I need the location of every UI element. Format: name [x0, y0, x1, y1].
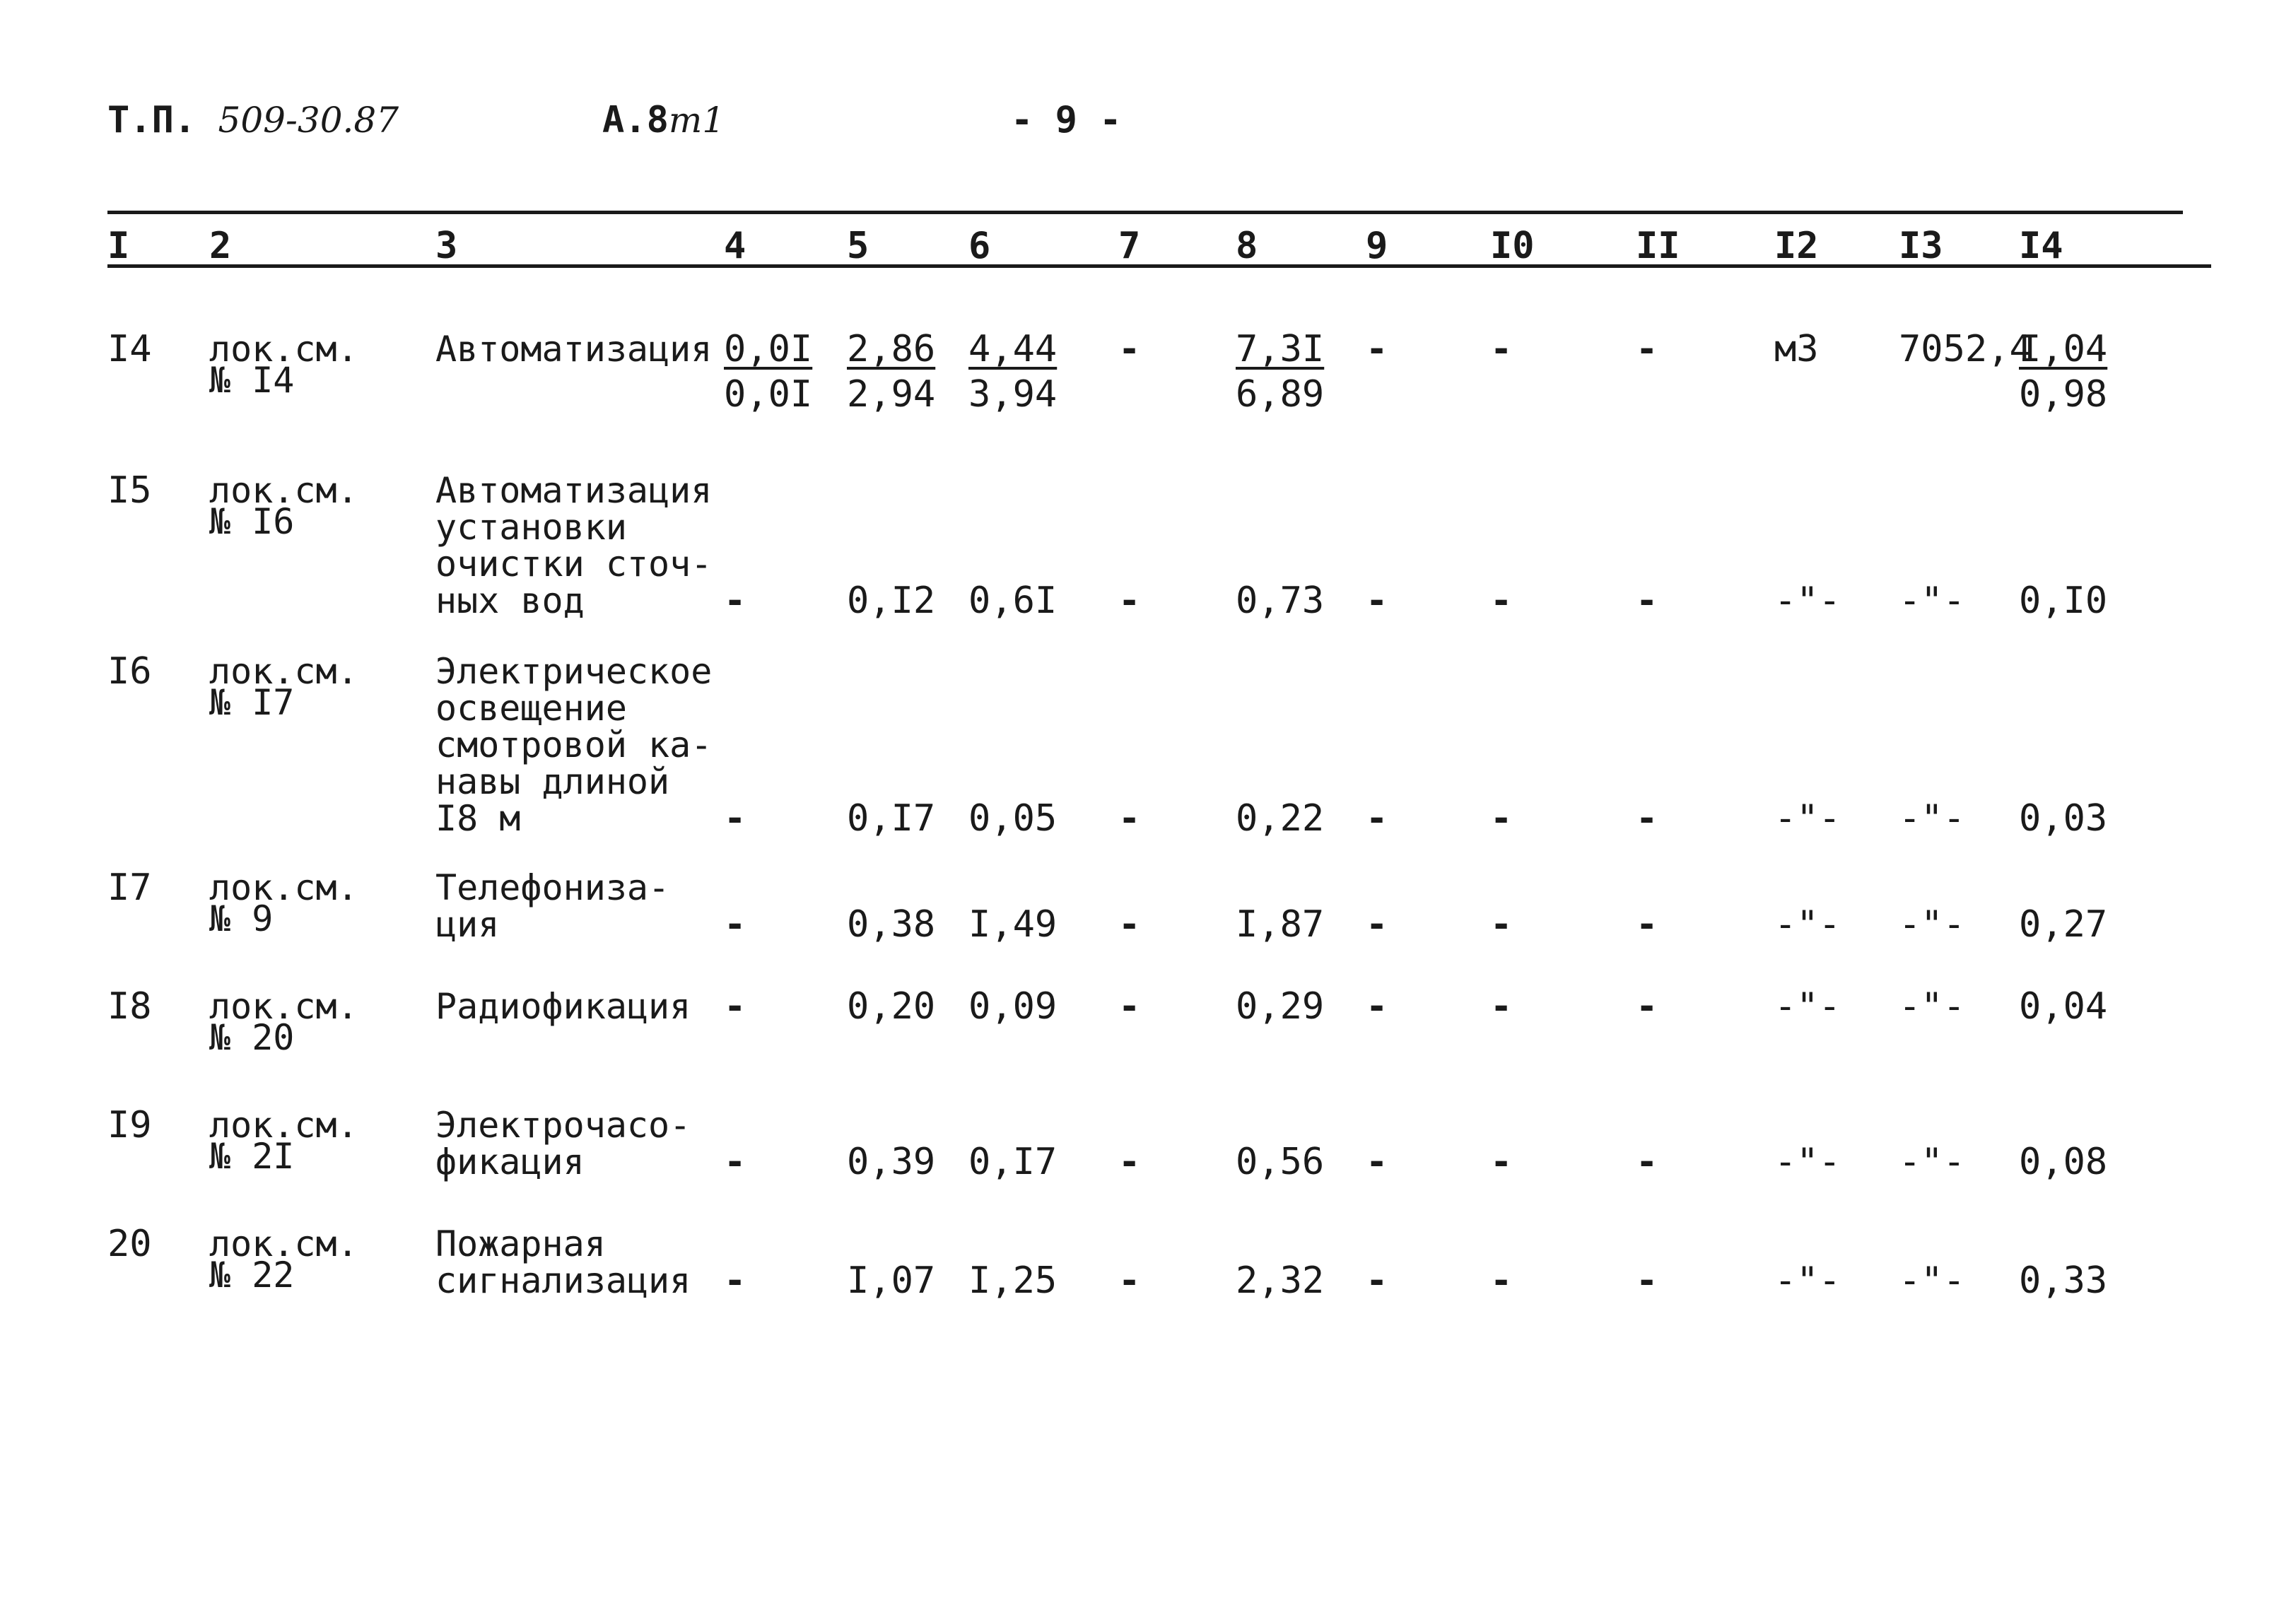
value-c13: -"-: [1899, 903, 1965, 946]
work-name: Электрическое: [435, 651, 713, 692]
value-c6-numerator: 4,44: [968, 328, 1058, 370]
row-number: I6: [107, 650, 152, 693]
value-c11: -: [1636, 797, 1658, 840]
estimate-ref: № I6: [209, 501, 295, 542]
value-c9: -: [1366, 1260, 1388, 1302]
column-header-7: 7: [1118, 225, 1141, 267]
value-c4: -: [724, 797, 746, 840]
row-number: I5: [107, 469, 152, 512]
value-c13: -"-: [1899, 1141, 1965, 1183]
value-c12: м3: [1774, 328, 1819, 370]
value-c6: 0,I7: [968, 1141, 1058, 1183]
value-c13: -"-: [1899, 985, 1965, 1028]
estimate-ref: лок.см.: [209, 1105, 358, 1146]
value-c8: 0,22: [1236, 797, 1325, 840]
estimate-ref: лок.см.: [209, 470, 358, 511]
value-c11: -: [1636, 1141, 1658, 1183]
column-header-4: 4: [724, 225, 746, 267]
table-header-rule: [107, 264, 2211, 268]
value-c8-numerator: 7,3I: [1236, 328, 1325, 370]
value-c6: I,25: [968, 1260, 1058, 1302]
value-c14-numerator: I,04: [2019, 328, 2108, 370]
album-code: [602, 99, 725, 141]
column-header-13: I3: [1899, 225, 1943, 267]
work-name: очистки сточ-: [435, 544, 713, 585]
table-top-rule: [107, 211, 2183, 214]
value-c12: -"-: [1774, 985, 1841, 1028]
work-name: Радиофикация: [435, 986, 691, 1027]
value-c12: -"-: [1774, 1260, 1841, 1302]
value-c12: -"-: [1774, 580, 1841, 622]
value-c10: -: [1490, 1260, 1513, 1302]
column-header-10: I0: [1490, 225, 1535, 267]
value-c12: -"-: [1774, 797, 1841, 840]
value-c7: -: [1118, 1260, 1141, 1302]
value-c4: -: [724, 580, 746, 622]
work-name: I8 м: [435, 798, 521, 839]
value-c8: 0,56: [1236, 1141, 1325, 1183]
value-c6-denominator: 3,94: [968, 373, 1058, 416]
work-name: освещение: [435, 688, 627, 729]
work-name: ных вод: [435, 580, 585, 621]
album-label: А.8: [602, 99, 669, 141]
value-c9: -: [1366, 985, 1388, 1028]
estimate-ref: № 9: [209, 898, 274, 939]
work-name: Автоматизация: [435, 470, 713, 511]
value-c9: -: [1366, 1141, 1388, 1183]
column-header-2: 2: [209, 225, 232, 267]
column-header-14: I4: [2019, 225, 2063, 267]
value-c6: 0,6I: [968, 580, 1058, 622]
value-c6: 0,09: [968, 985, 1058, 1028]
estimate-ref: лок.см.: [209, 986, 358, 1027]
value-c9: -: [1366, 580, 1388, 622]
work-name: фикация: [435, 1141, 585, 1182]
column-header-5: 5: [847, 225, 869, 267]
value-c4: -: [724, 1260, 746, 1302]
value-c5: 0,20: [847, 985, 936, 1028]
value-c7: -: [1118, 903, 1141, 946]
column-header-8: 8: [1236, 225, 1258, 267]
value-c13: 7052,4: [1899, 328, 2032, 370]
tp-label: Т.П.: [107, 99, 197, 141]
estimate-ref: № 22: [209, 1255, 295, 1296]
value-c12: -"-: [1774, 903, 1841, 946]
value-c8: I,87: [1236, 903, 1325, 946]
work-name: Пожарная: [435, 1223, 606, 1264]
value-c10: -: [1490, 580, 1513, 622]
value-c11: -: [1636, 985, 1658, 1028]
value-c11: -: [1636, 1260, 1658, 1302]
page-number: - 9 -: [1011, 99, 1122, 141]
column-header-3: 3: [435, 225, 458, 267]
column-header-11: II: [1636, 225, 1680, 267]
value-c5: 0,38: [847, 903, 936, 946]
value-c14: 0,I0: [2019, 580, 2108, 622]
work-name: Автоматизация: [435, 329, 713, 370]
work-name: ция: [435, 904, 500, 945]
value-c14-denominator: 0,98: [2019, 373, 2108, 416]
column-header-6: 6: [968, 225, 991, 267]
value-c9: -: [1366, 328, 1388, 370]
value-c5-denominator: 2,94: [847, 373, 936, 416]
column-header-1: I: [107, 225, 130, 267]
value-c11: -: [1636, 580, 1658, 622]
value-c10: -: [1490, 985, 1513, 1028]
value-c13: -"-: [1899, 580, 1965, 622]
value-c8-denominator: 6,89: [1236, 373, 1325, 416]
value-c14: 0,03: [2019, 797, 2108, 840]
value-c7: -: [1118, 985, 1141, 1028]
value-c9: -: [1366, 797, 1388, 840]
estimate-ref: лок.см.: [209, 329, 358, 370]
value-c5: I,07: [847, 1260, 936, 1302]
row-number: 20: [107, 1223, 152, 1265]
value-c7: -: [1118, 1141, 1141, 1183]
value-c4: -: [724, 985, 746, 1028]
value-c13: -"-: [1899, 1260, 1965, 1302]
row-number: I9: [107, 1104, 152, 1146]
value-c12: -"-: [1774, 1141, 1841, 1183]
value-c6: I,49: [968, 903, 1058, 946]
value-c4-denominator: 0,0I: [724, 373, 813, 416]
value-c4-numerator: 0,0I: [724, 328, 813, 370]
row-number: I4: [107, 328, 152, 370]
row-number: I8: [107, 985, 152, 1028]
work-name: установки: [435, 507, 627, 548]
estimate-ref: лок.см.: [209, 1223, 358, 1264]
value-c10: -: [1490, 797, 1513, 840]
value-c14: 0,08: [2019, 1141, 2108, 1183]
value-c10: -: [1490, 328, 1513, 370]
row-number: I7: [107, 867, 152, 909]
work-name: Телефониза-: [435, 867, 670, 908]
estimate-ref: № I4: [209, 360, 295, 401]
estimate-ref: № 20: [209, 1017, 295, 1058]
column-header-12: I2: [1774, 225, 1819, 267]
estimate-ref: лок.см.: [209, 867, 358, 908]
work-name: навы длиной: [435, 761, 670, 802]
value-c10: -: [1490, 903, 1513, 946]
column-header-9: 9: [1366, 225, 1388, 267]
value-c14: 0,04: [2019, 985, 2108, 1028]
value-c11: -: [1636, 903, 1658, 946]
work-name: Электрочасо-: [435, 1105, 691, 1146]
estimate-ref: лок.см.: [209, 651, 358, 692]
value-c7: -: [1118, 580, 1141, 622]
value-c4: -: [724, 1141, 746, 1183]
value-c7: -: [1118, 328, 1141, 370]
value-c8: 2,32: [1236, 1260, 1325, 1302]
value-c8: 0,29: [1236, 985, 1325, 1028]
value-c5: 0,39: [847, 1141, 936, 1183]
work-name: смотровой ка-: [435, 724, 713, 765]
value-c13: -"-: [1899, 797, 1965, 840]
value-c6: 0,05: [968, 797, 1058, 840]
estimate-ref: № I7: [209, 682, 295, 723]
estimate-ref: № 2I: [209, 1136, 295, 1177]
value-c14: 0,33: [2019, 1260, 2108, 1302]
tp-number: 509-30.87: [218, 100, 399, 141]
value-c8: 0,73: [1236, 580, 1325, 622]
value-c4: -: [724, 903, 746, 946]
work-name: сигнализация: [435, 1260, 691, 1301]
value-c10: -: [1490, 1141, 1513, 1183]
value-c7: -: [1118, 797, 1141, 840]
value-c14: 0,27: [2019, 903, 2108, 946]
value-c11: -: [1636, 328, 1658, 370]
value-c5: 0,I7: [847, 797, 936, 840]
value-c5-numerator: 2,86: [847, 328, 936, 370]
document-code: [107, 99, 399, 141]
value-c5: 0,I2: [847, 580, 936, 622]
album-number: т1: [668, 100, 725, 141]
value-c9: -: [1366, 903, 1388, 946]
